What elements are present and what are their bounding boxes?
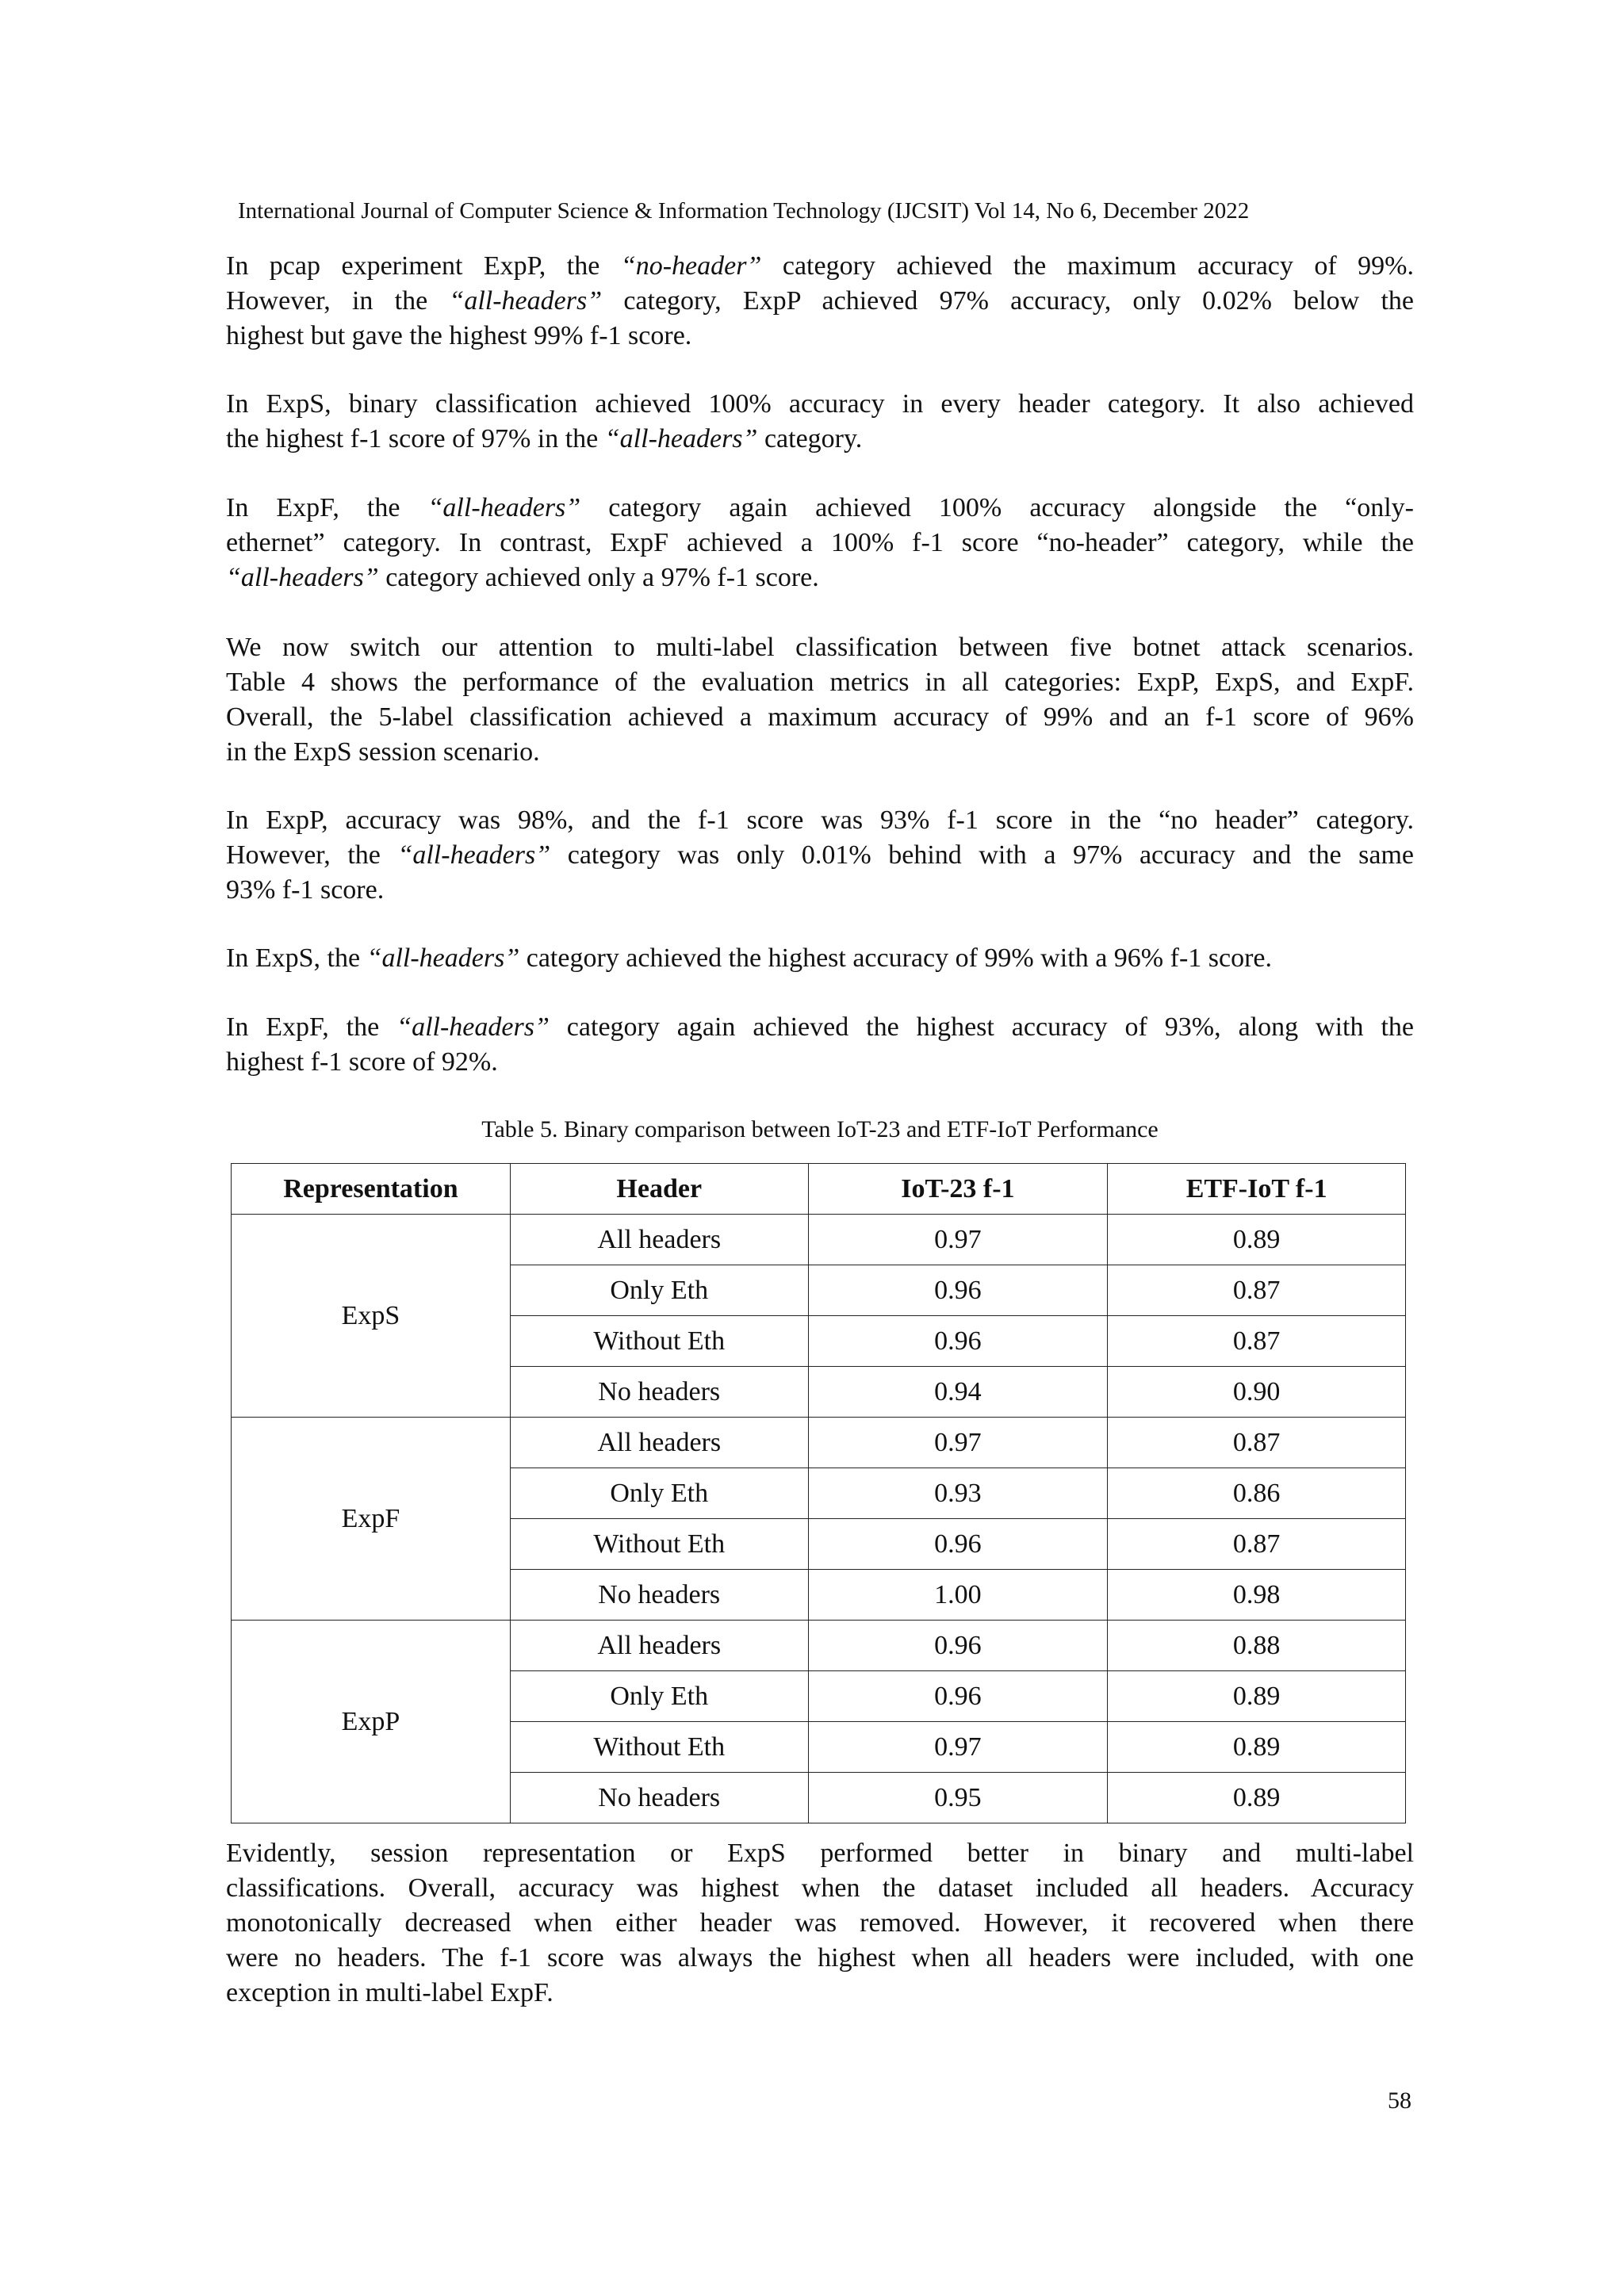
iot23-cell: 0.94 (808, 1367, 1108, 1418)
header-cell: All headers (510, 1215, 808, 1265)
header-cell: Only Eth (510, 1265, 808, 1316)
representation-cell: ExpS (232, 1215, 511, 1418)
paragraph-6 (226, 941, 1414, 976)
iot23-cell: 1.00 (808, 1570, 1108, 1621)
column-header: Representation (232, 1164, 511, 1215)
text-line: In pcap experiment ExpP, the “no-header” category achieved the maximum accuracy of 99%. (226, 251, 1414, 281)
etfiot-cell: 0.86 (1108, 1468, 1406, 1519)
paragraph-2 (226, 387, 1414, 457)
text-line: exception in multi-label ExpF. (226, 1978, 553, 2007)
text-line: In ExpF, the “all-headers” category again achieved 100% accuracy alongside the “only- (226, 493, 1414, 522)
text-line: Evidently, session representation or ExpS performed better in binary and multi-label (226, 1839, 1414, 1868)
etfiot-cell: 0.87 (1108, 1519, 1406, 1570)
header-cell: No headers (510, 1570, 808, 1621)
text-line: Table 4 shows the performance of the evaluation metrics in all categories: ExpP, ExpS, and ExpF. (226, 668, 1414, 697)
text-line: However, the “all-headers” category was only 0.01% behind with a 97% accuracy and the same (226, 840, 1414, 870)
header-cell: Only Eth (510, 1671, 808, 1722)
paragraph-3 (226, 491, 1414, 595)
etfiot-cell: 0.89 (1108, 1671, 1406, 1722)
column-header: ETF-IoT f-1 (1108, 1164, 1406, 1215)
text-line: In ExpS, the “all-headers” category achieved the highest accuracy of 99% with a 96% f-1 score. (226, 943, 1272, 973)
paragraph-7 (226, 1010, 1414, 1080)
table-header-row (232, 1164, 1406, 1215)
text-line: ethernet” category. In contrast, ExpF achieved a 100% f-1 score “no-header” category, while the (226, 528, 1414, 557)
text-line: in the ExpS session scenario. (226, 737, 540, 767)
text-line: 93% f-1 score. (226, 875, 385, 905)
iot23-cell: 0.97 (808, 1418, 1108, 1468)
text-line: “all-headers” category achieved only a 97% f-1 score. (226, 563, 819, 592)
table-caption: Table 5. Binary comparison between IoT-23 and ETF-IoT Performance (481, 1116, 1159, 1142)
text-line: highest f-1 score of 92%. (226, 1047, 498, 1077)
comparison-table (231, 1163, 1406, 1823)
header-cell: No headers (510, 1367, 808, 1418)
table-row (232, 1418, 1406, 1468)
paragraph-5 (226, 803, 1414, 908)
paragraph-8 (226, 1836, 1414, 2011)
header-cell: Without Eth (510, 1722, 808, 1773)
etfiot-cell: 0.88 (1108, 1621, 1406, 1671)
etfiot-cell: 0.87 (1108, 1316, 1406, 1367)
column-header: IoT-23 f-1 (808, 1164, 1108, 1215)
text-line: We now switch our attention to multi-label classification between five botnet attack scenarios. (226, 633, 1414, 662)
header-cell: Without Eth (510, 1316, 808, 1367)
etfiot-cell: 0.87 (1108, 1265, 1406, 1316)
header-cell: Only Eth (510, 1468, 808, 1519)
representation-cell: ExpF (232, 1418, 511, 1621)
header-cell: Without Eth (510, 1519, 808, 1570)
text-line: In ExpS, binary classification achieved 100% accuracy in every header category. It also achieved (226, 389, 1414, 419)
etfiot-cell: 0.87 (1108, 1418, 1406, 1468)
etfiot-cell: 0.89 (1108, 1773, 1406, 1823)
column-header: Header (510, 1164, 808, 1215)
header-cell: All headers (510, 1621, 808, 1671)
header-cell: All headers (510, 1418, 808, 1468)
running-header: International Journal of Computer Science & Information Technology (IJCSIT) Vol 14, No 6, December 2022 (238, 198, 1250, 224)
table-row (232, 1621, 1406, 1671)
iot23-cell: 0.96 (808, 1621, 1108, 1671)
text-line: were no headers. The f-1 score was always the highest when all headers were included, with one (226, 1943, 1414, 1973)
page-number: 58 (1388, 2087, 1411, 2114)
paragraph-4 (226, 630, 1414, 770)
etfiot-cell: 0.90 (1108, 1367, 1406, 1418)
etfiot-cell: 0.89 (1108, 1722, 1406, 1773)
iot23-cell: 0.96 (808, 1519, 1108, 1570)
iot23-cell: 0.93 (808, 1468, 1108, 1519)
iot23-cell: 0.97 (808, 1722, 1108, 1773)
iot23-cell: 0.97 (808, 1215, 1108, 1265)
iot23-cell: 0.96 (808, 1671, 1108, 1722)
etfiot-cell: 0.98 (1108, 1570, 1406, 1621)
text-line: highest but gave the highest 99% f-1 score. (226, 321, 692, 350)
text-line: classifications. Overall, accuracy was highest when the dataset included all headers. Accuracy (226, 1873, 1414, 1903)
representation-cell: ExpP (232, 1621, 511, 1823)
header-cell: No headers (510, 1773, 808, 1823)
text-line: In ExpP, accuracy was 98%, and the f-1 score was 93% f-1 score in the “no header” category. (226, 806, 1414, 835)
text-line: the highest f-1 score of 97% in the “all-headers” category. (226, 424, 863, 453)
table-row (232, 1215, 1406, 1265)
text-line: However, in the “all-headers” category, ExpP achieved 97% accuracy, only 0.02% below the (226, 286, 1414, 316)
text-line: monotonically decreased when either header was removed. However, it recovered when there (226, 1908, 1414, 1938)
etfiot-cell: 0.89 (1108, 1215, 1406, 1265)
text-line: In ExpF, the “all-headers” category again achieved the highest accuracy of 93%, along with the (226, 1012, 1414, 1042)
text-line: Overall, the 5-label classification achieved a maximum accuracy of 99% and an f-1 score of 96% (226, 702, 1414, 732)
iot23-cell: 0.96 (808, 1265, 1108, 1316)
paragraph-1 (226, 249, 1414, 354)
iot23-cell: 0.95 (808, 1773, 1108, 1823)
iot23-cell: 0.96 (808, 1316, 1108, 1367)
